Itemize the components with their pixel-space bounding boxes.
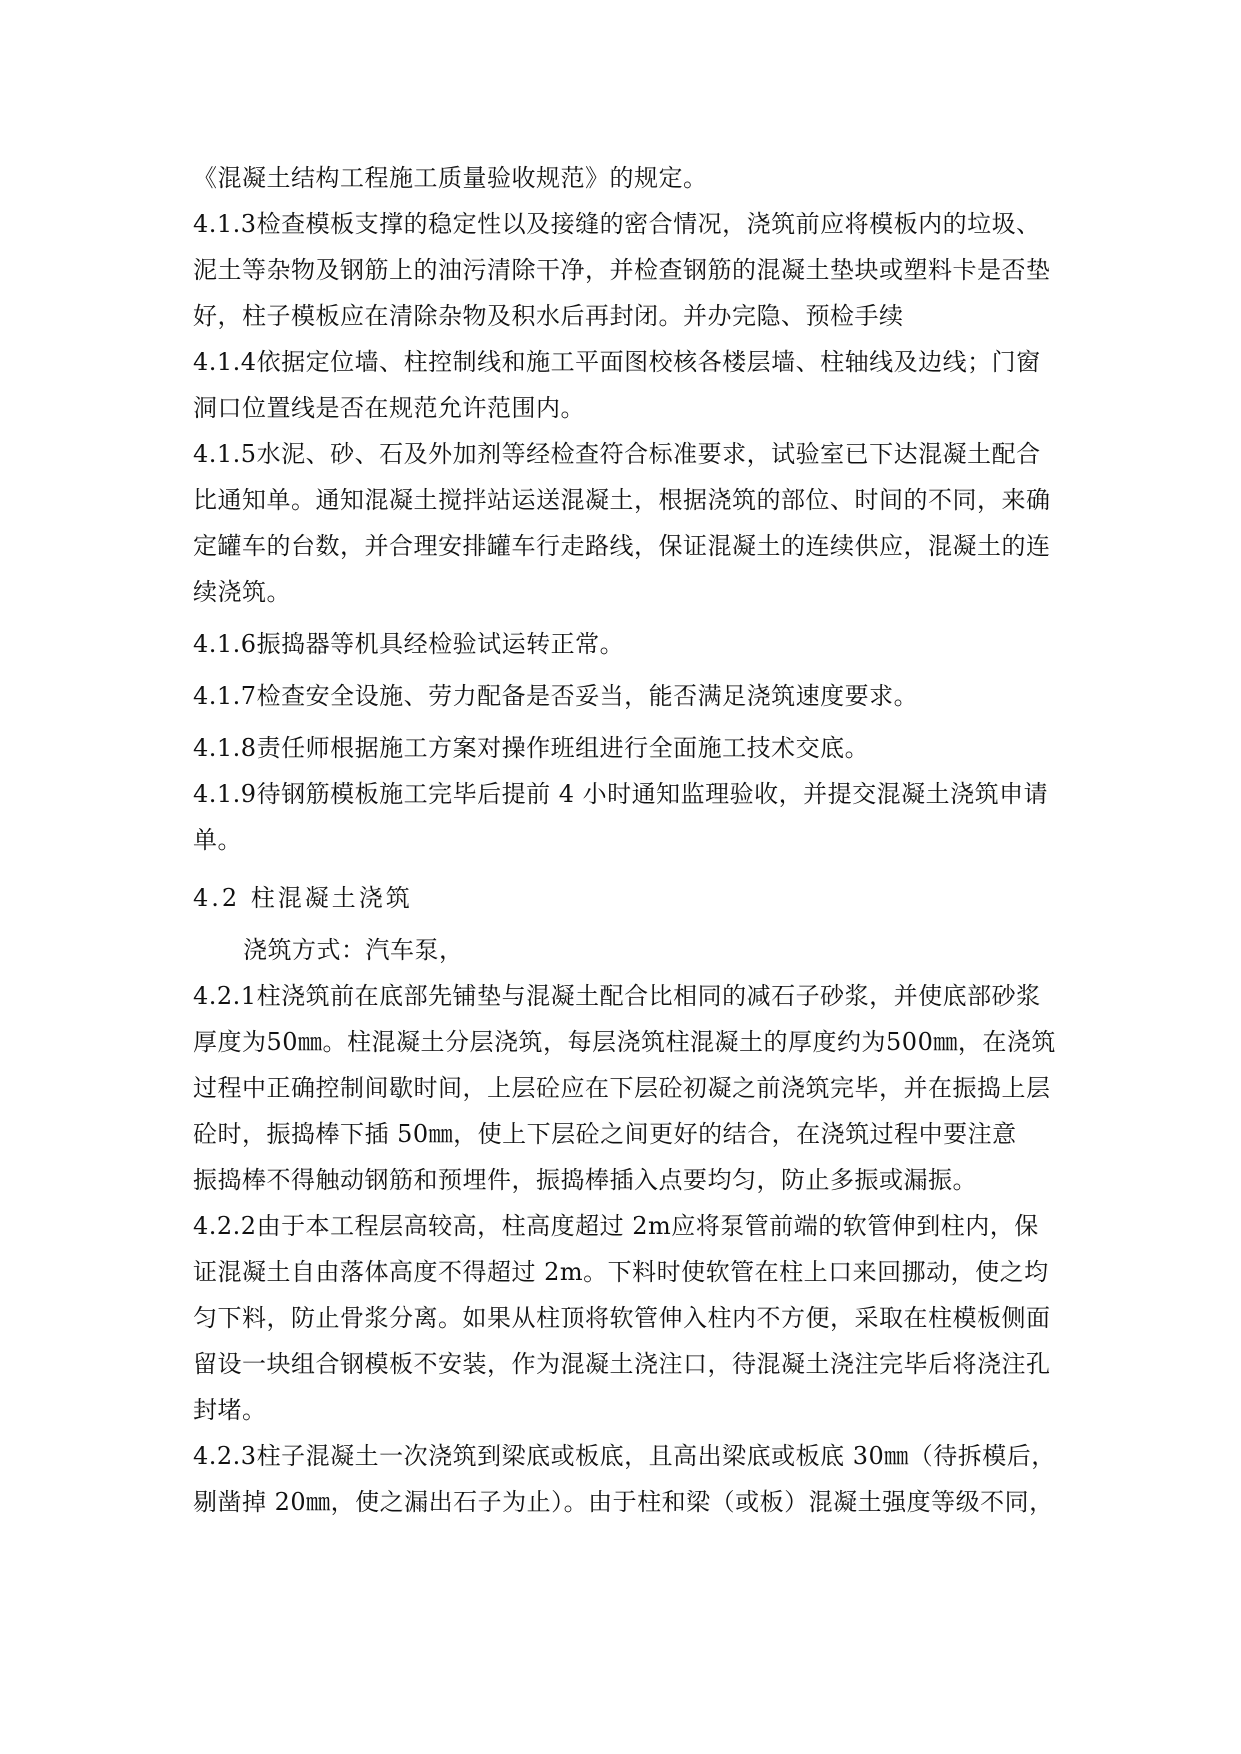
text-line: 浇筑方式：汽车泵， — [243, 936, 464, 964]
text-line: 振捣棒不得触动钢筋和预埋件，振捣棒插入点要均匀，防止多振或漏振。 — [193, 1166, 977, 1194]
text-line: 单。 — [193, 826, 242, 854]
text-line: 剔凿掉 20㎜，使之漏出石子为止）。由于柱和梁（或板）混凝土强度等级不同， — [193, 1488, 1054, 1516]
text-line: 过程中正确控制间歇时间，上层砼应在下层砼初凝之前浇筑完毕，并在振捣上层 — [193, 1074, 1051, 1102]
text-line: 好，柱子模板应在清除杂物及积水后再封闭。并办完隐、预检手续 — [193, 302, 904, 330]
text-line: 4.1.6振捣器等机具经检验试运转正常。 — [193, 630, 625, 658]
text-line: 4.1.8责任师根据施工方案对操作班组进行全面施工技术交底。 — [193, 734, 870, 762]
text-line: 厚度为50㎜。柱混凝土分层浇筑，每层浇筑柱混凝土的厚度约为500㎜，在浇筑 — [193, 1028, 1056, 1056]
text-line: 《混凝土结构工程施工质量验收规范》的规定。 — [193, 164, 708, 192]
text-line: 匀下料，防止骨浆分离。如果从柱顶将软管伸入柱内不方便，采取在柱模板侧面 — [193, 1304, 1051, 1332]
text-line: 续浇筑。 — [193, 578, 291, 606]
text-line: 留设一块组合钢模板不安装，作为混凝土浇注口，待混凝土浇注完毕后将浇注孔 — [193, 1350, 1051, 1378]
text-line: 泥土等杂物及钢筋上的油污清除干净，并检查钢筋的混凝土垫块或塑料卡是否垫 — [193, 256, 1051, 284]
text-line: 洞口位置线是否在规范允许范围内。 — [193, 394, 585, 422]
document-body — [193, 155, 1063, 1525]
text-line: 定罐车的台数，并合理安排罐车行走路线，保证混凝土的连续供应，混凝土的连 — [193, 532, 1051, 560]
text-line: 4.2.1柱浇筑前在底部先铺垫与混凝土配合比相同的减石子砂浆，并使底部砂浆 — [193, 982, 1041, 1010]
text-line: 4.1.5水泥、砂、石及外加剂等经检查符合标准要求，试验室已下达混凝土配合 — [193, 440, 1041, 468]
text-line: 4.2.2由于本工程层高较高，柱高度超过 2m应将泵管前端的软管伸到柱内，保 — [193, 1212, 1039, 1240]
text-line: 比通知单。通知混凝土搅拌站运送混凝土，根据浇筑的部位、时间的不同，来确 — [193, 486, 1051, 514]
text-line: 4.1.3检查模板支撑的稳定性以及接缝的密合情况，浇筑前应将模板内的垃圾、 — [193, 210, 1041, 238]
text-line: 封堵。 — [193, 1396, 267, 1424]
text-line: 4.1.9待钢筋模板施工完毕后提前 4 小时通知监理验收，并提交混凝土浇筑申请 — [193, 780, 1049, 808]
text-line: 4.2.3柱子混凝土一次浇筑到梁底或板底，且高出梁底或板底 30㎜（待拆模后， — [193, 1442, 1056, 1470]
text-line: 4.1.4依据定位墙、柱控制线和施工平面图校核各楼层墙、柱轴线及边线；门窗 — [193, 348, 1041, 376]
text-line: 证混凝土自由落体高度不得超过 2m。下料时使软管在柱上口来回挪动，使之均 — [193, 1258, 1049, 1286]
text-line: 4.1.7检查安全设施、劳力配备是否妥当，能否满足浇筑速度要求。 — [193, 682, 919, 710]
text-line: 砼时，振捣棒下插 50㎜，使上下层砼之间更好的结合，在浇筑过程中要注意 — [193, 1120, 1017, 1148]
section-heading: 4.2 柱混凝土浇筑 — [193, 884, 413, 912]
